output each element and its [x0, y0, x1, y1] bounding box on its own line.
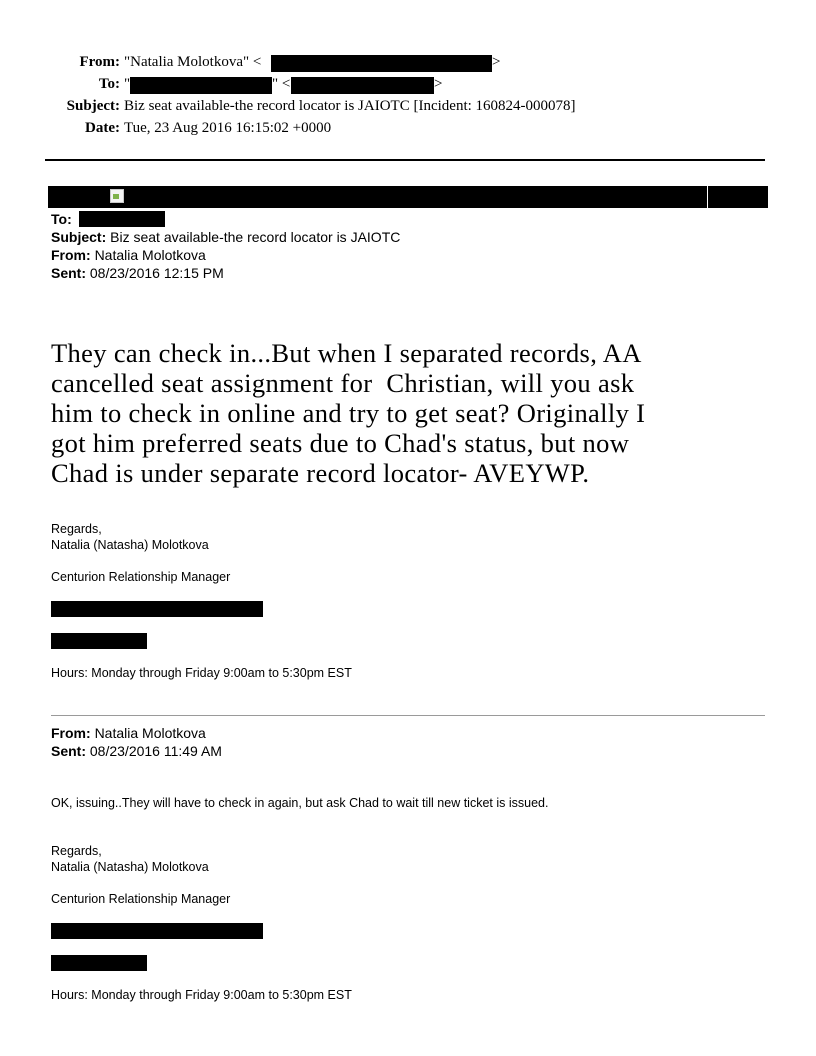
redaction-msg2-contact-1 — [51, 923, 263, 939]
msg1-subject-value: Biz seat available-the record locator is JAIOTC — [110, 229, 401, 245]
banner-image-area — [107, 186, 707, 208]
msg2-signature-name: Natalia (Natasha) Molotkova — [51, 860, 209, 874]
msg1-regards: Regards, — [51, 522, 102, 536]
header-from-label: From: — [79, 54, 120, 70]
msg2-from-row — [51, 724, 206, 742]
msg1-subject-label: Subject: — [51, 229, 107, 245]
msg1-from-value: Natalia Molotkova — [94, 247, 206, 263]
header-from-value: "Natalia Molotkova" < — [124, 54, 262, 70]
msg1-signature-title: Centurion Relationship Manager — [51, 570, 231, 584]
msg1-from-label: From: — [51, 247, 91, 263]
redaction-to-email — [291, 77, 434, 94]
msg2-regards: Regards, — [51, 844, 102, 858]
msg2-body: OK, issuing..They will have to check in again, but ask Chad to wait till new ticket is issued. — [51, 796, 549, 810]
msg1-subject-row — [51, 228, 400, 246]
redaction-from-email — [271, 55, 492, 72]
msg2-sent-row — [51, 742, 222, 760]
header-subject-row — [0, 96, 760, 117]
header-date-row — [0, 118, 700, 139]
broken-image-icon — [110, 189, 124, 203]
msg1-sent-value: 08/23/2016 12:15 PM — [89, 265, 224, 281]
header-to-mid: " < — [272, 76, 291, 92]
msg2-hours: Hours: Monday through Friday 9:00am to 5:30pm EST — [51, 988, 352, 1002]
message-divider — [51, 715, 765, 716]
msg1-body-line: cancelled seat assignment for Christian, will you ask — [51, 368, 635, 398]
msg2-from-value: Natalia Molotkova — [94, 725, 206, 741]
redaction-msg2-contact-2 — [51, 955, 147, 971]
header-divider — [45, 159, 765, 161]
header-to-label: To: — [98, 76, 120, 92]
msg2-from-label: From: — [51, 725, 91, 741]
header-date-value: Tue, 23 Aug 2016 16:15:02 +0000 — [124, 120, 332, 136]
redaction-msg1-contact-1 — [51, 601, 263, 617]
msg2-sent-label: Sent: — [51, 743, 86, 759]
header-from-close: > — [492, 54, 501, 70]
msg1-to-row — [51, 210, 72, 228]
msg1-signature-name: Natalia (Natasha) Molotkova — [51, 538, 209, 552]
redaction-to-name — [130, 77, 272, 94]
msg1-sent-row — [51, 264, 224, 282]
msg1-to-label: To: — [51, 211, 72, 227]
redaction-msg1-to — [79, 211, 165, 227]
msg1-body-line: They can check in...But when I separated records, AA — [51, 338, 642, 368]
redaction-msg1-contact-2 — [51, 633, 147, 649]
header-subject-value: Biz seat available-the record locator is JAIOTC [Incident: 160824-000078] — [124, 98, 576, 114]
msg1-from-row — [51, 246, 206, 264]
msg2-sent-value: 08/23/2016 11:49 AM — [89, 743, 222, 759]
banner-separator — [707, 186, 708, 208]
header-to-open: " — [124, 76, 131, 92]
msg2-signature-title: Centurion Relationship Manager — [51, 892, 231, 906]
header-subject-label: Subject: — [66, 98, 120, 114]
header-date-label: Date: — [85, 120, 120, 136]
msg1-body — [51, 338, 781, 488]
msg1-sent-label: Sent: — [51, 265, 86, 281]
msg1-body-line: him to check in online and try to get seat? Originally I — [51, 398, 646, 428]
msg1-body-line: got him preferred seats due to Chad's status, but now — [51, 428, 630, 458]
header-to-close: > — [434, 76, 443, 92]
msg1-body-line: Chad is under separate record locator- AVEYWP. — [51, 458, 590, 488]
msg1-hours: Hours: Monday through Friday 9:00am to 5:30pm EST — [51, 666, 352, 680]
